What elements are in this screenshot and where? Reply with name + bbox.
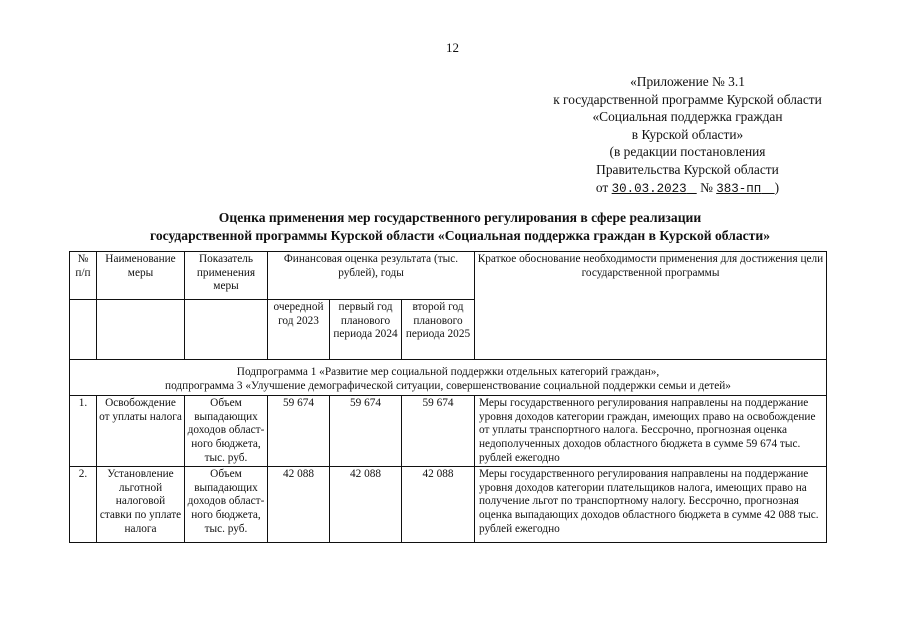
number-prefix: №: [700, 179, 713, 195]
header-indicator: Показатель применения меры: [185, 252, 268, 300]
closing-paren: ): [774, 179, 780, 195]
row-indicator: Объем выпадающих доходов област-ного бюджета, тыс. руб.: [185, 467, 268, 543]
appendix-line-2: к государственной программе Курской области: [553, 91, 822, 107]
header-empty-cell: [70, 300, 97, 360]
subprogram-row: [70, 360, 827, 396]
row-indicator: Объем выпадающих доходов област-ного бюджета, тыс. руб.: [185, 396, 268, 467]
document-title: [60, 209, 860, 245]
subprogram-title: [70, 360, 827, 396]
header-row: [70, 252, 827, 300]
appendix-line-6: Правительства Курской области: [596, 161, 779, 177]
header-empty-cell: [185, 300, 268, 360]
header-finance: Финансовая оценка результата (тыс. рублей), годы: [268, 252, 475, 300]
row-value-2025: 59 674: [402, 396, 475, 467]
appendix-line-5: (в редакции постановления: [609, 144, 766, 160]
appendix-line-1: «Приложение № 3.1: [630, 74, 745, 89]
header-name: Наименование меры: [97, 252, 185, 300]
appendix-line-3: «Социальная поддержка граждан: [592, 109, 783, 125]
appendix-date-line: [520, 179, 855, 199]
header-year-2025: второй год планового периода 2025: [402, 300, 475, 360]
regulation-measures-table: [69, 251, 827, 543]
header-justification: Краткое обоснование необходимости применения для достижения цели государственной программы: [475, 252, 827, 360]
resolution-date: 30.03.2023: [611, 181, 687, 196]
row-measure-name: Установление льготной налоговой ставки по уплате налога: [97, 467, 185, 543]
resolution-number: 383-пп: [716, 181, 762, 196]
row-num: 1.: [70, 396, 97, 467]
subprogram-line-1: Подпрограмма 1 «Развитие мер социальной поддержки отдельных категорий граждан»,: [236, 366, 660, 378]
title-line-1: Оценка применения мер государственного регулирования в сфере реализации: [218, 210, 702, 225]
appendix-header: [520, 73, 855, 198]
table-row: [70, 396, 827, 467]
row-value-2023: 59 674: [268, 396, 330, 467]
header-year-2024: первый год планового периода 2024: [330, 300, 402, 360]
row-value-2024: 42 088: [330, 467, 402, 543]
appendix-line-4: в Курской области»: [631, 126, 744, 142]
row-value-2025: 42 088: [402, 467, 475, 543]
subprogram-line-2: подпрограмма 3 «Улучшение демографической ситуации, совершенствование социальной поддержки семьи и детей»: [165, 379, 731, 392]
header-empty-cell: [97, 300, 185, 360]
row-value-2023: 42 088: [268, 467, 330, 543]
from-prefix: от: [595, 179, 609, 195]
title-line-2: государственной программы Курской области «Социальная поддержка граждан в Курской области»: [150, 228, 770, 243]
row-value-2024: 59 674: [330, 396, 402, 467]
header-year-2023: очередной год 2023: [268, 300, 330, 360]
table-row: [70, 467, 827, 543]
row-justification: Меры государственного регулирования направлены на поддержание уровня доходов категории плательщиков налога, имеющих право на получение льгот по транспортному налогу. Бессрочно, прогнозная оценка выпадающих доходов областного бюджета в сумме 42 088 тыс. рублей ежегодно: [475, 467, 827, 543]
page-number: 12: [446, 40, 459, 55]
row-num: 2.: [70, 467, 97, 543]
row-justification: Меры государственного регулирования направлены на поддержание уровня доходов категории граждан, имеющих право на освобождение от уплаты транспортного налога. Бессрочно, прогнозная оценка недополученных доходов областного бюджета в сумме 59 674 тыс. рублей ежегодно: [475, 396, 827, 467]
row-measure-name: Освобождение от уплаты налога: [97, 396, 185, 467]
header-num: № п/п: [70, 252, 97, 300]
